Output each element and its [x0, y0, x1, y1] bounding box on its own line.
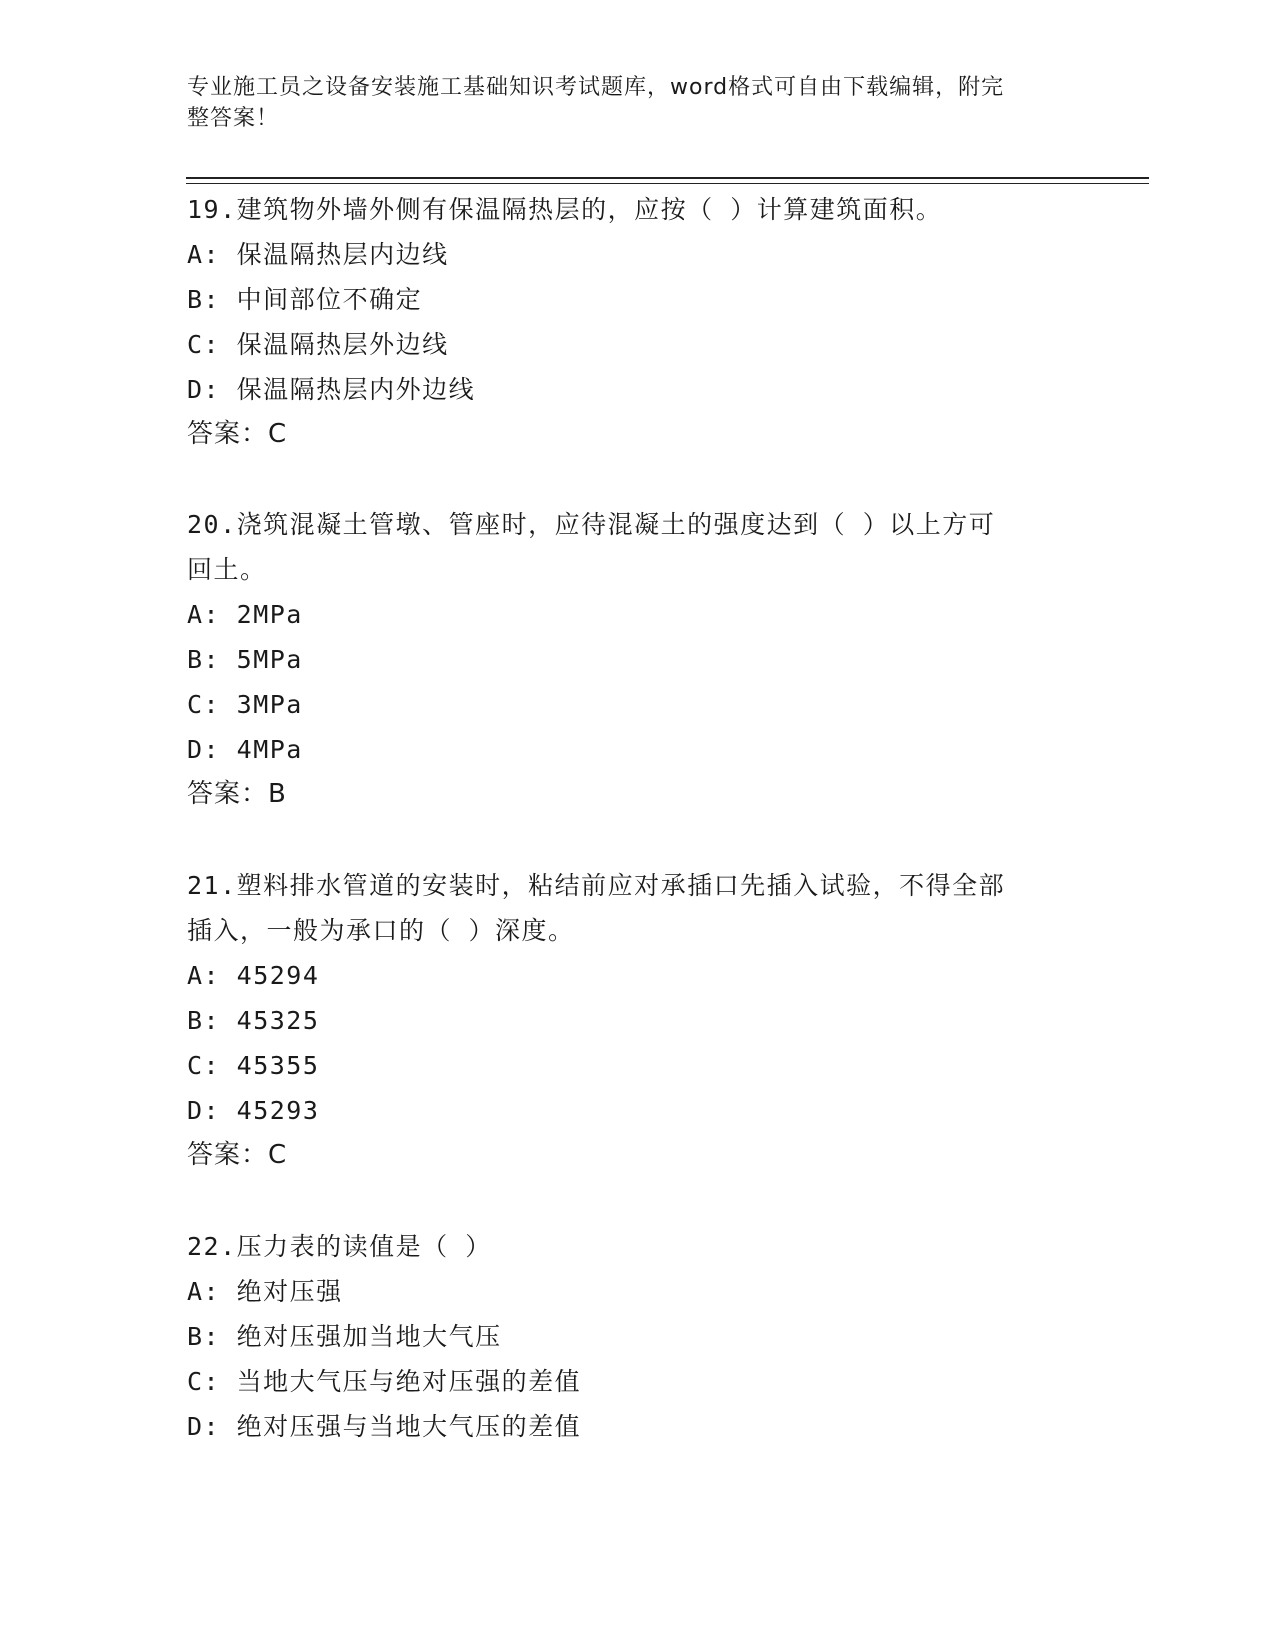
option-a: A: 45294 [187, 961, 320, 990]
question-22 [187, 1224, 1087, 1449]
header-line-1: 专业施工员之设备安装施工基础知识考试题库，word格式可自由下载编辑，附完 [187, 75, 1005, 100]
answer: 答案：C [187, 1140, 288, 1170]
question-stem: 20.浇筑混凝土管墩、管座时，应待混凝土的强度达到（ ）以上方可 [187, 510, 996, 539]
option-d: D: 保温隔热层内外边线 [187, 375, 476, 404]
document-header [187, 72, 1067, 134]
question-stem-continued: 回土。 [187, 555, 267, 584]
option-c: C: 保温隔热层外边线 [187, 330, 449, 359]
option-b: B: 5MPa [187, 645, 303, 674]
question-19 [187, 187, 1087, 457]
option-d: D: 绝对压强与当地大气压的差值 [187, 1412, 582, 1441]
header-divider-thin [186, 183, 1149, 184]
question-stem-continued: 插入，一般为承口的（ ）深度。 [187, 916, 575, 945]
option-a: A: 2MPa [187, 600, 303, 629]
option-d: D: 4MPa [187, 735, 303, 764]
option-a: A: 绝对压强 [187, 1277, 343, 1306]
option-c: C: 3MPa [187, 690, 303, 719]
option-b: B: 中间部位不确定 [187, 285, 423, 314]
option-c: C: 45355 [187, 1051, 320, 1080]
question-stem: 22.压力表的读值是（ ） [187, 1232, 492, 1261]
option-c: C: 当地大气压与绝对压强的差值 [187, 1367, 582, 1396]
answer: 答案：C [187, 419, 288, 449]
option-b: B: 绝对压强加当地大气压 [187, 1322, 502, 1351]
answer: 答案：B [187, 779, 287, 809]
question-21 [187, 863, 1087, 1178]
question-20 [187, 502, 1087, 817]
option-a: A: 保温隔热层内边线 [187, 240, 449, 269]
option-d: D: 45293 [187, 1096, 320, 1125]
option-b: B: 45325 [187, 1006, 320, 1035]
header-line-2: 整答案！ [187, 106, 280, 131]
question-stem: 21.塑料排水管道的安装时，粘结前应对承插口先插入试验，不得全部 [187, 871, 1006, 900]
header-divider-thick [186, 177, 1149, 179]
question-stem: 19.建筑物外墙外侧有保温隔热层的，应按（ ）计算建筑面积。 [187, 195, 943, 224]
